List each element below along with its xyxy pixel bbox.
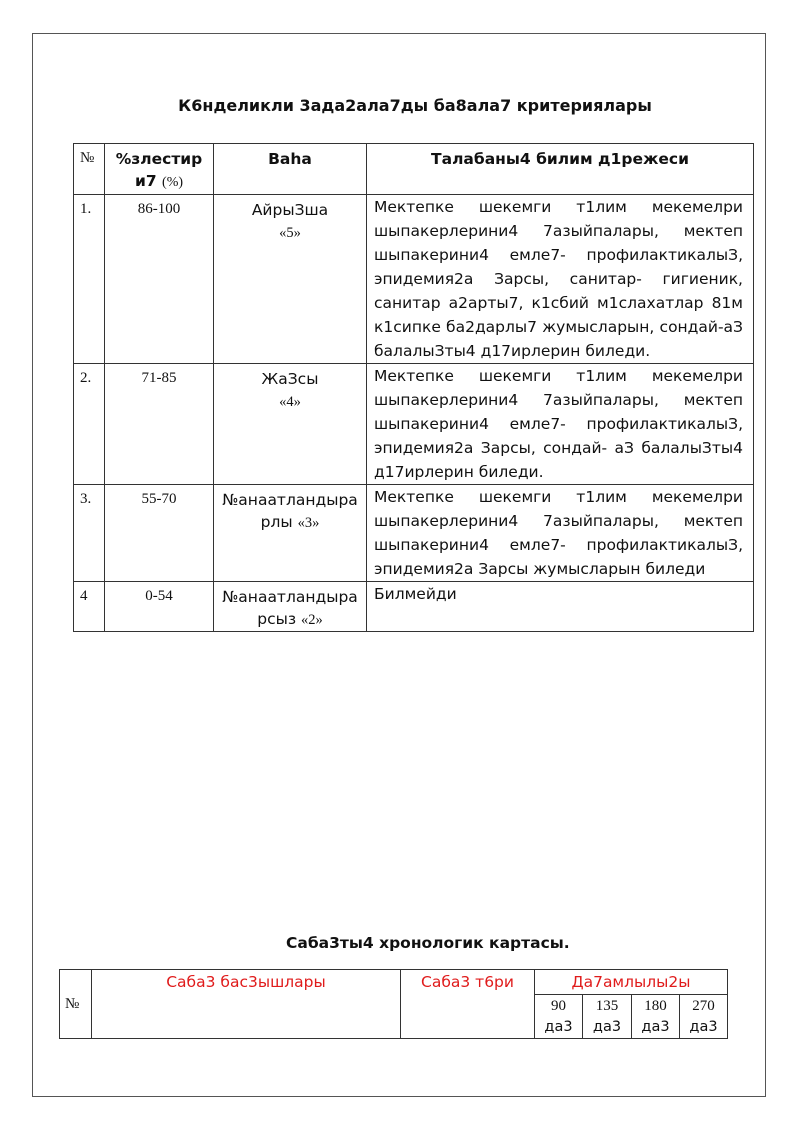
table-header-row bbox=[74, 144, 754, 195]
header-mastery: %злестир и7 (%) bbox=[105, 144, 214, 195]
row-grade: №анаатландырарлы «3» bbox=[214, 485, 367, 582]
table-row bbox=[74, 485, 754, 582]
row-grade: №анаатландырарсыз «2» bbox=[214, 582, 367, 632]
row-range: 0-54 bbox=[105, 582, 214, 632]
row-grade: АйрыЗша «5» bbox=[214, 195, 367, 364]
table-row bbox=[74, 195, 754, 364]
document-title: К6ндeликли 3ада2ала7ды ба8ала7 критериялары bbox=[178, 96, 652, 115]
duration-cell: 180 да3 bbox=[632, 995, 680, 1039]
lesson-stages-header: Саба3 бас3ышлары bbox=[92, 970, 401, 1039]
row-number: 4 bbox=[74, 582, 105, 632]
chronology-title: Саба3ты4 хронологик картасы. bbox=[286, 934, 570, 952]
duration-cell: 270 да3 bbox=[680, 995, 728, 1039]
chronology-number-header: № bbox=[60, 970, 92, 1039]
row-description: Мектепке шекемги т1лим мекемелри шыпакерлерини4 7азыйпалары, мектеп шыпакерини4 емле7- профилактикалыЗ, эпидемия2а Зарсы, сондай- аЗ балалыЗты4 д17ирлерин биледи. bbox=[367, 364, 754, 485]
duration-cell: 135 да3 bbox=[583, 995, 632, 1039]
lesson-type-header: Саба3 т6ри bbox=[401, 970, 535, 1039]
header-grade: Bahа bbox=[214, 144, 367, 195]
row-range: 86-100 bbox=[105, 195, 214, 364]
row-number: 2. bbox=[74, 364, 105, 485]
grading-criteria-table bbox=[73, 143, 754, 632]
duration-header: Да7амлылы2ы bbox=[535, 970, 728, 995]
lesson-chronology-table bbox=[59, 969, 728, 1039]
row-range: 71-85 bbox=[105, 364, 214, 485]
row-description: Билмейди bbox=[367, 582, 754, 632]
duration-cell: 90 да3 bbox=[535, 995, 583, 1039]
row-description: Мектепке шекемги т1лим мекемелри шыпакерлерини4 7азыйпалары, мектеп шыпакерини4 емле7- профилактикалыЗ, эпидемия2а Зарсы жумысларын биледи bbox=[367, 485, 754, 582]
chronology-header-row bbox=[60, 970, 728, 995]
table-row bbox=[74, 582, 754, 632]
row-number: 3. bbox=[74, 485, 105, 582]
row-number: 1. bbox=[74, 195, 105, 364]
row-range: 55-70 bbox=[105, 485, 214, 582]
row-description: Мектепке шекемги т1лим мекемелри шыпакерлерини4 7азыйпалары, мектеп шыпакерини4 емле7- профилактикалыЗ, эпидемия2а Зарсы, санитар- гигиеник, санитар а2арты7, к1сбий м1слахатлар 81м к1сипке ба2дарлы7 жумысларын, сондай-аЗ балалыЗты4 д17ирлерин биледи. bbox=[367, 195, 754, 364]
header-number: № bbox=[74, 144, 105, 195]
row-grade: ЖаЗсы «4» bbox=[214, 364, 367, 485]
table-row bbox=[74, 364, 754, 485]
header-level: Талабаны4 билим д1режеси bbox=[367, 144, 754, 195]
